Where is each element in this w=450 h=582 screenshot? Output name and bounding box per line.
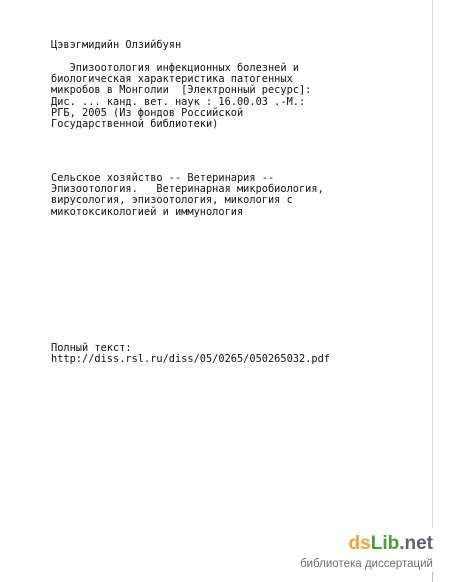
dslib-tagline: библиотека диссертаций (300, 558, 433, 570)
subject-line: микотоксикологией и иммунология (51, 205, 244, 218)
full-text-section (51, 343, 330, 365)
record-line: микробов в Монголии [Электронный ресурс]: (51, 84, 312, 97)
subject-line: вирусология, эпизоотология, микология с (51, 194, 293, 207)
dslib-logo (349, 533, 433, 555)
full-text-label: Полный текст: (51, 342, 132, 354)
bibliographic-record (51, 63, 311, 130)
record-line: Дис. ... канд. вет. наук : 16.00.03 .-М.: (51, 95, 306, 108)
record-line: РГБ, 2005 (Из фондов Российской (51, 106, 244, 119)
dslib-watermark (265, 533, 445, 577)
full-text-url: http://diss.rsl.ru/diss/05/0265/050265032.pdf (51, 353, 330, 366)
record-line: биологическая характеристика патогенных (51, 73, 293, 86)
logo-part-net: .net (399, 533, 433, 554)
record-line: Государственной библиотеки) (51, 118, 219, 131)
logo-part-lib: Lib (370, 533, 400, 554)
subject-headings (51, 173, 324, 218)
subject-line: Сельское хозяйство -- Ветеринария -- (51, 172, 275, 184)
author-name: Цэвэгмидийн Олзийбуян (51, 39, 182, 51)
record-line: Эпизоотология инфекционных болезней и (51, 62, 299, 74)
page-right-edge (432, 0, 433, 528)
subject-line: Эпизоотология. Ветеринарная микробиология, (51, 183, 324, 196)
logo-part-ds: ds (348, 533, 371, 554)
